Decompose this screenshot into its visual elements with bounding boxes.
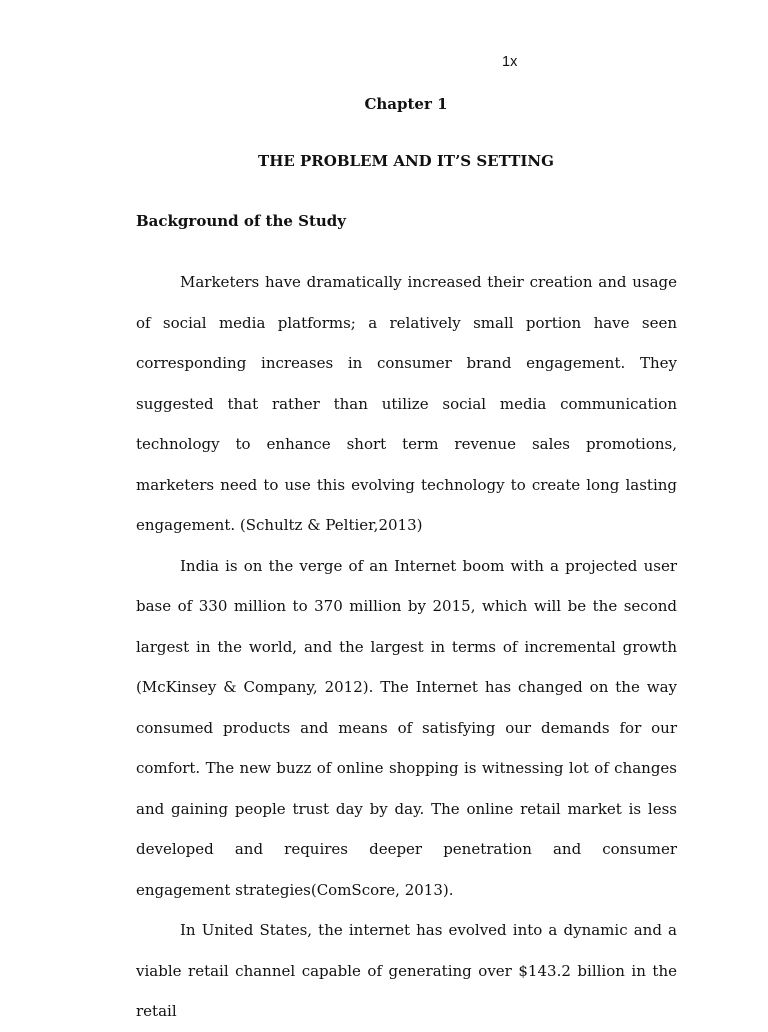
paragraph: India is on the verge of an Internet boom with a projected user base of 330 million to 370 million by 2015, which will be the second largest in the world, and the largest in terms of incremental growth (McKinsey & Company, 2012). The Internet has changed on the way consumed products and means of satisfying our demands for our comfort. The new buzz of online shopping is witnessing lot of changes and gaining people trust day by day. The online retail market is less developed and requires deeper penetration and consumer engagement strategies(ComScore, 2013). <box>136 556 677 899</box>
chapter-label: Chapter 1 <box>364 95 448 113</box>
paragraph: In United States, the internet has evolved into a dynamic and a viable retail channel capable of generating over $143.2 billion in the retail <box>136 921 677 1020</box>
section-heading: Background of the Study <box>136 212 346 230</box>
paragraph: Marketers have dramatically increased their creation and usage of social media platforms; a relatively small portion have seen corresponding increases in consumer brand engagement. They suggested that rather than utilize social media communication technology to enhance short term revenue sales promotions, marketers need to use this evolving technology to create long lasting engagement. (Schultz & Peltier,2013) <box>136 273 677 534</box>
page-number: 1x <box>502 54 518 70</box>
body-text <box>136 262 677 1032</box>
chapter-title: THE PROBLEM AND IT’S SETTING <box>258 152 554 170</box>
